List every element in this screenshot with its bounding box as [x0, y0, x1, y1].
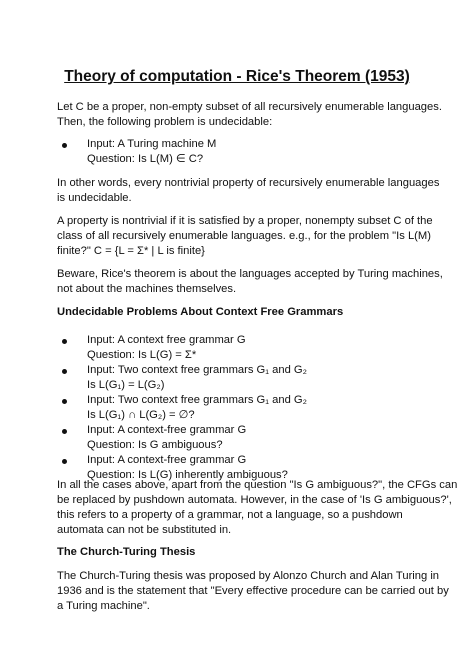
cases-paragraph: In all the cases above, apart from the question "Is G ambiguous?", the CFGs can be replaced by pushdown automata. However, in the case of 'Is G ambiguous?', this refers to a property of a grammar, not a language, so a pushdown automata can not be substituted in. [57, 479, 458, 536]
cfg-problem-list [57, 333, 427, 483]
cfg-heading: Undecidable Problems About Context Free Grammars [57, 306, 344, 318]
list-item: Input: A context-free grammar G Question: Is L(G) inherently ambiguous? [57, 453, 427, 483]
nontrivial-paragraph: A property is nontrivial if it is satisfied by a proper, nonempty subset C of the class of all recursively enumerable languages. e.g., for the problem "Is L(M) finite?" C = {L = Σ* | L is finite} [57, 215, 433, 257]
other-words-paragraph: In other words, every nontrivial property of recursively enumerable languages is undecidable. [57, 177, 440, 204]
intro-paragraph: Let C be a proper, non-empty subset of all recursively enumerable languages. Then, the following problem is undecidable: [57, 101, 442, 128]
list-item: Input: A context free grammar G Question: Is L(G) = Σ* [57, 333, 427, 363]
church-turing-paragraph: The Church-Turing thesis was proposed by Alonzo Church and Alan Turing in 1936 and is the statement that "Every effective procedure can be carried out by a Turing machine". [57, 570, 449, 612]
beware-paragraph: Beware, Rice's theorem is about the languages accepted by Turing machines, not about the machines themselves. [57, 268, 443, 295]
list-item: Input: Two context free grammars G₁ and G₂ Is L(G₁) = L(G₂) [57, 363, 427, 393]
rice-problem-list [57, 137, 427, 167]
list-item: Input: Two context free grammars G₁ and G₂ Is L(G₁) ∩ L(G₂) = ∅? [57, 393, 427, 423]
page-title: Theory of computation - Rice's Theorem (1953) [64, 68, 410, 85]
list-item: Input: A Turing machine M Question: Is L(M) ∈ C? [57, 137, 427, 167]
list-item: Input: A context-free grammar G Question: Is G ambiguous? [57, 423, 427, 453]
church-turing-heading: The Church-Turing Thesis [57, 546, 196, 558]
